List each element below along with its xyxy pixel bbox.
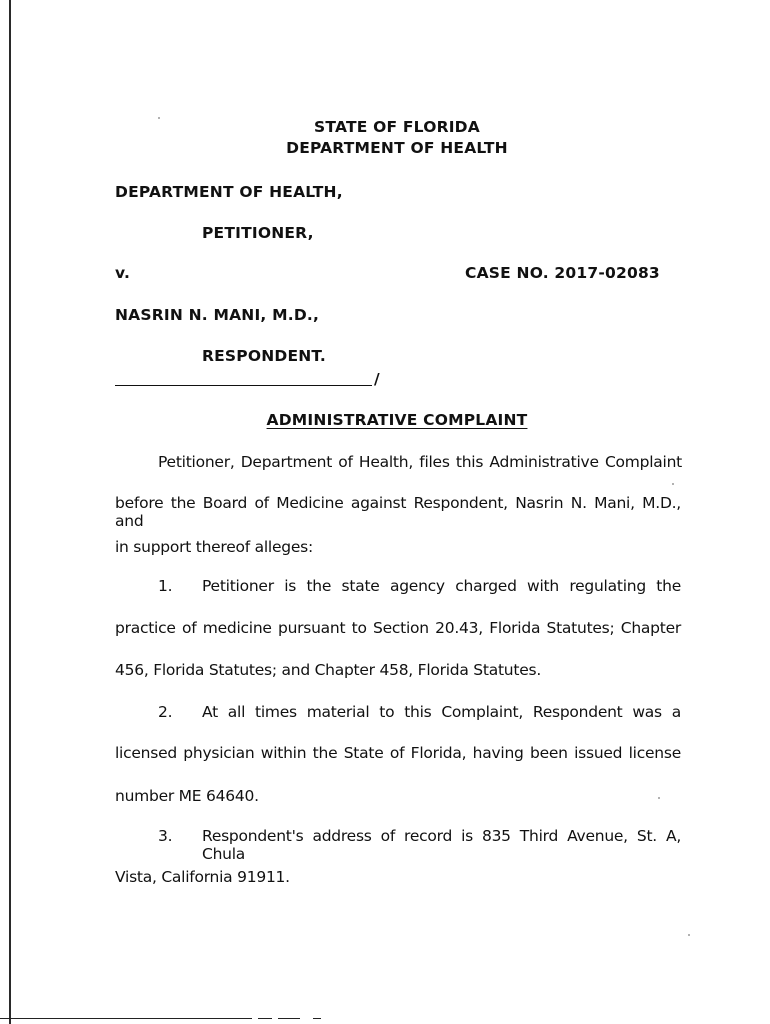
bottom-rule	[278, 1018, 300, 1019]
versus: v.	[115, 264, 131, 282]
paragraph-2-number: 2.	[158, 703, 173, 721]
paragraph-2-line-3: number ME 64640.	[115, 787, 259, 805]
paragraph-1-number: 1.	[158, 577, 173, 595]
scan-speck	[688, 934, 690, 936]
bottom-rule	[258, 1018, 272, 1019]
petitioner-name: DEPARTMENT OF HEALTH,	[115, 183, 343, 201]
bottom-rule	[0, 1018, 252, 1019]
paragraph-1-line-3: 456, Florida Statutes; and Chapter 458, Florida Statutes.	[115, 661, 541, 679]
document-title: ADMINISTRATIVE COMPLAINT	[266, 411, 528, 429]
paragraph-3-number: 3.	[158, 827, 173, 845]
scan-speck	[658, 797, 660, 799]
bottom-rule	[313, 1018, 321, 1019]
header-department: DEPARTMENT OF HEALTH	[286, 139, 508, 157]
intro-line-1: Petitioner, Department of Health, files this Administrative Complaint	[158, 453, 682, 471]
caption-slash: /	[374, 370, 380, 388]
paragraph-3-line-2: Vista, California 91911.	[115, 868, 290, 886]
paragraph-3-line-1: Respondent's address of record is 835 Third Avenue, St. A, Chula	[202, 827, 681, 863]
paragraph-2-line-1: At all times material to this Complaint, Respondent was a	[202, 703, 681, 721]
header-state: STATE OF FLORIDA	[314, 118, 480, 136]
paragraph-2-line-2: licensed physician within the State of Florida, having been issued license	[115, 744, 681, 762]
paragraph-1-line-2: practice of medicine pursuant to Section 20.43, Florida Statutes; Chapter	[115, 619, 681, 637]
caption-rule	[115, 385, 372, 386]
case-number: CASE NO. 2017-02083	[465, 264, 660, 282]
paragraph-1-line-1: Petitioner is the state agency charged with regulating the	[202, 577, 681, 595]
respondent-role: RESPONDENT.	[202, 347, 326, 365]
scan-speck	[672, 483, 674, 485]
intro-line-2: before the Board of Medicine against Respondent, Nasrin N. Mani, M.D., and	[115, 494, 681, 530]
scan-speck	[158, 117, 160, 119]
respondent-name: NASRIN N. MANI, M.D.,	[115, 306, 320, 324]
petitioner-role: PETITIONER,	[202, 224, 314, 242]
intro-line-3: in support thereof alleges:	[115, 538, 313, 556]
